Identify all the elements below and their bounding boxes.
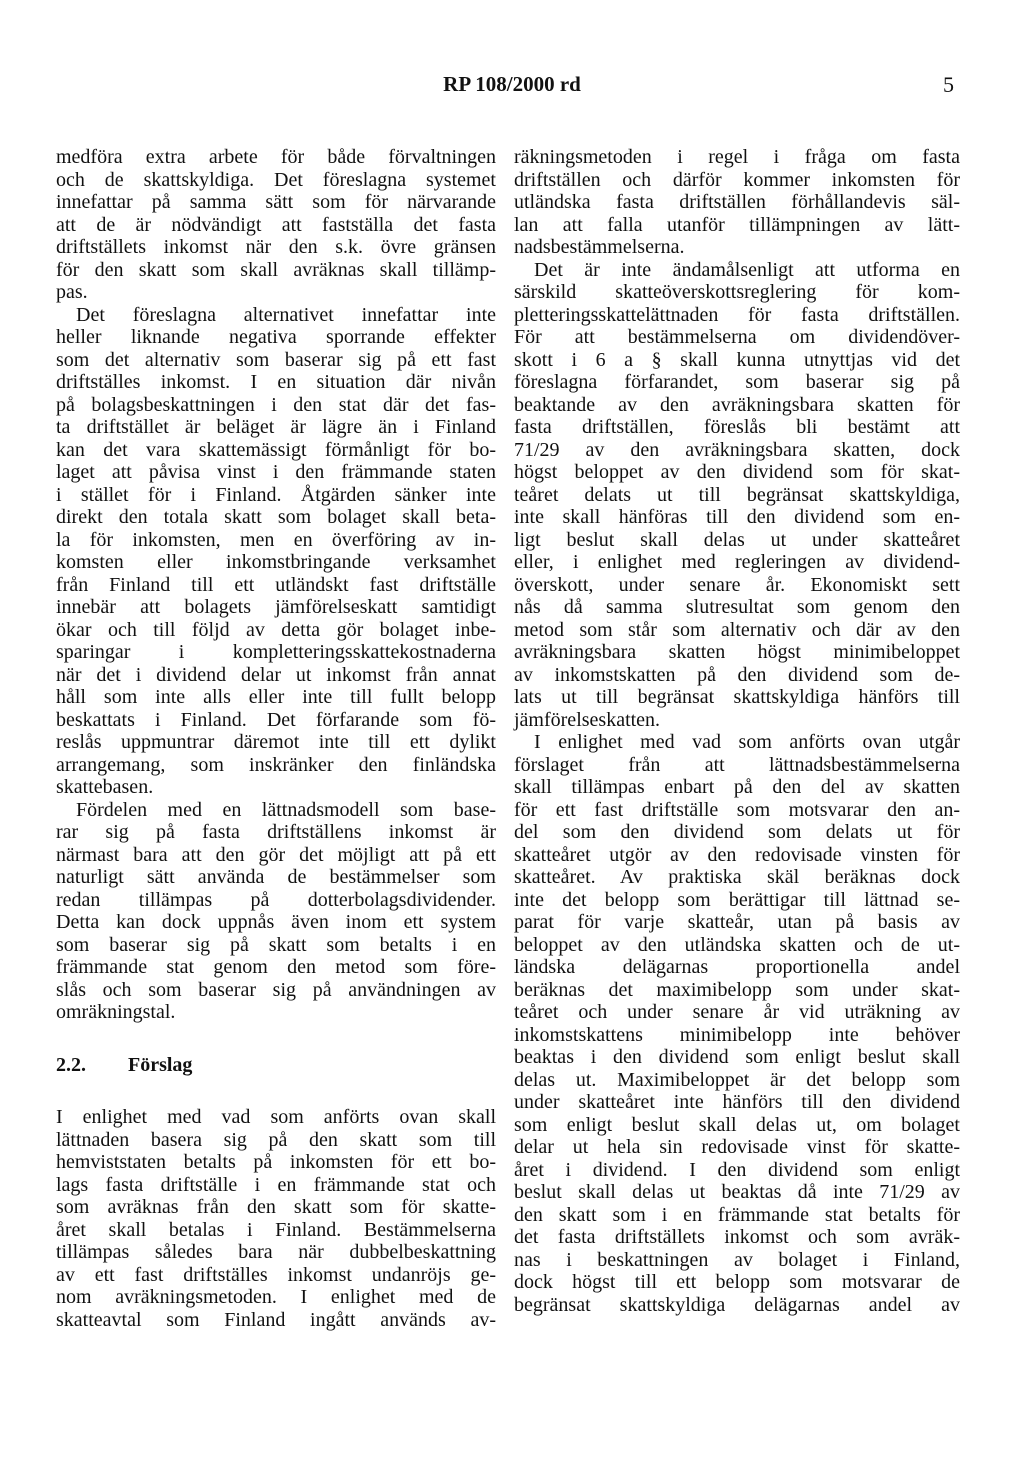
text-line: håll som inte alls eller inte till fullt belopp (56, 686, 496, 708)
text-line: lats ut till begränsat skattskyldiga hänförs till (514, 686, 960, 708)
text-line: högst beloppet av den dividend som för skat- (514, 461, 960, 483)
text-line: lags fasta driftställe i en främmande stat och (56, 1173, 496, 1196)
text-line: främmande stat genom den metod som före- (56, 956, 496, 978)
section-heading (56, 1054, 496, 1077)
text-line: av ett fast driftställes inkomst undanröjs ge- (56, 1263, 496, 1286)
text-line: föreslagna förfarandet, som baserar sig på (514, 371, 960, 393)
text-line: 71/29 av den avräkningsbara skatten, dock (514, 438, 960, 461)
text-line: för den skatt som skall avräknas skall tillämp- (56, 258, 496, 281)
text-line: räkningsmetoden i regel i fråga om fasta (514, 146, 960, 168)
section-number: 2.2. (56, 1053, 86, 1076)
paragraph (514, 731, 960, 1316)
text-line: den skatt som i en främmande stat betalts för (514, 1203, 960, 1226)
text-line: när det i dividend delar ut inkomst från annat (56, 663, 496, 686)
text-line: tillämpas således bara när dubbelbeskattning (56, 1241, 496, 1263)
text-line: begränsat skattskyldiga delägarnas andel av (514, 1293, 960, 1316)
text-line: ländska delägarnas proportionella andel (514, 956, 960, 978)
text-line: från Finland till ett utländskt fast driftställe (56, 573, 496, 596)
paragraph (514, 259, 960, 732)
text-line: året i dividend. I den dividend som enligt (514, 1158, 960, 1181)
text-line: driftställes inkomst. I en situation där nivån (56, 371, 496, 393)
text-line: Detta kan dock uppnås även inom ett system (56, 911, 496, 933)
text-line: ta driftstället är beläget är lägre än i Finland (56, 416, 496, 438)
text-line: medföra extra arbete för både förvaltningen (56, 146, 496, 168)
page-header (0, 72, 1024, 102)
text-line: inte skall hänföras till den dividend som en- (514, 506, 960, 528)
text-line: la för inkomsten, men en överföring av in- (56, 528, 496, 551)
spacer (56, 1024, 496, 1054)
text-line: pletteringsskattelättnaden för fasta driftställen. (514, 303, 960, 326)
text-line: komsten eller inkomstbringande verksamhet (56, 551, 496, 573)
spacer (56, 1076, 496, 1106)
text-line: kan det vara skattemässigt förmånligt för bo- (56, 438, 496, 461)
text-line: metod som står som alternativ och där av den (514, 618, 960, 641)
text-line: omräkningstal. (56, 1001, 176, 1023)
text-line: I enlighet med vad som anförts ovan skall (56, 1106, 496, 1128)
text-line: rar sig på fasta driftställens inkomst är (56, 821, 496, 843)
text-line: heller liknande negativa sporrande effekter (56, 326, 496, 348)
text-line: I enlighet med vad som anförts ovan utgår (534, 731, 960, 753)
text-line: som baserar sig på skatt som betalts i en (56, 933, 496, 956)
text-line: reslås uppmuntrar däremot inte till ett dylikt (56, 731, 496, 753)
text-line: Det föreslagna alternativet innefattar inte (76, 303, 496, 326)
text-line: under skatteåret inte hänförs till den dividend (514, 1091, 960, 1113)
text-line: som avräknas från den skatt som för skatte- (56, 1196, 496, 1218)
text-line: nom avräkningsmetoden. I enlighet med de (56, 1286, 496, 1308)
text-line: skatteavtal som Finland ingått används av- (56, 1308, 496, 1331)
text-line: driftställen och därför kommer inkomsten för (514, 168, 960, 191)
text-line: skall tillämpas enbart på den del av skatten (514, 776, 960, 798)
text-line: dock högst till ett belopp som motsvarar de (514, 1271, 960, 1293)
text-line: innefattar på samma sätt som för närvarande (56, 191, 496, 213)
text-line: förslaget från att lättnadsbestämmelserna (514, 753, 960, 776)
text-line: beräknas det maximibelopp som under skat- (514, 978, 960, 1001)
paragraph (514, 146, 960, 259)
text-line: som det alternativ som baserar sig på ett fast (56, 348, 496, 371)
text-line: pas. (56, 281, 88, 303)
page-number: 5 (943, 72, 954, 97)
text-line: för ett fast driftställe som motsvarar den an- (514, 798, 960, 821)
text-line: året skall betalas i Finland. Bestämmelserna (56, 1218, 496, 1241)
text-line: teåret och under senare år vid uträkning av (514, 1001, 960, 1023)
text-line: delar ut hela sin redovisade vinst för skatte- (514, 1136, 960, 1158)
right-column (514, 146, 960, 1316)
text-line: nås då samma slutresultat som genom den (514, 596, 960, 618)
text-line: i stället för i Finland. Åtgärden sänker inte (56, 483, 496, 506)
text-line: inkomstskattens minimibelopp inte behöver (514, 1023, 960, 1046)
text-line: skatteåret utgör av den redovisade vinsten för (514, 843, 960, 866)
text-line: beaktas i den dividend som enligt beslut skall (514, 1046, 960, 1068)
text-line: eller, i enlighet med regleringen av dividend- (514, 551, 960, 573)
text-line: ökar och till följd av detta gör bolaget inbe- (56, 618, 496, 641)
text-line: särskild skatteöverskottsreglering för kom- (514, 281, 960, 303)
text-line: inte det belopp som berättigar till lättnad se- (514, 888, 960, 911)
text-line: skattebasen. (56, 776, 154, 798)
text-line: sparingar i kompletteringsskattekostnaderna (56, 641, 496, 663)
text-line: del som den dividend som delats ut för (514, 821, 960, 843)
paragraph (56, 799, 496, 1024)
text-line: skott i 6 a § skall kunna utnyttjas vid det (514, 348, 960, 371)
text-line: och de skattskyldiga. Det föreslagna systemet (56, 168, 496, 191)
text-line: slås och som baserar sig på användningen av (56, 978, 496, 1001)
paragraph (56, 1106, 496, 1331)
text-line: ligt beslut skall delas ut under skatteåret (514, 528, 960, 551)
text-line: För att bestämmelserna om dividendöver- (514, 326, 960, 348)
paragraph (56, 304, 496, 799)
text-line: skatteåret. Av praktiska skäl beräknas dock (514, 866, 960, 888)
text-line: nadsbestämmelserna. (514, 236, 685, 258)
text-line: utländska fasta driftställen förhållandevis säl- (514, 191, 960, 213)
text-line: delas ut. Maximibeloppet är det belopp som (514, 1068, 960, 1091)
text-line: av inkomstskatten på den dividend som de- (514, 663, 960, 686)
text-line: jämförelseskatten. (514, 708, 661, 731)
paragraph (56, 146, 496, 304)
text-line: laget att påvisa vinst i den främmande staten (56, 461, 496, 483)
text-line: beskattats i Finland. Det förfarande som fö- (56, 708, 496, 731)
page-title: RP 108/2000 rd (443, 72, 581, 96)
text-line: beslut skall delas ut beaktas då inte 71/29 av (514, 1181, 960, 1203)
text-line: närmast bara att den gör det möjligt att på ett (56, 843, 496, 866)
section-title: Förslag (128, 1053, 193, 1076)
text-line: avräkningsbara skatten högst minimibeloppet (514, 641, 960, 663)
text-line: Det är inte ändamålsenligt att utforma en (534, 258, 960, 281)
text-line: Fördelen med en lättnadsmodell som base- (76, 798, 496, 821)
text-line: teåret delats ut till begränsat skattskyldiga, (514, 483, 960, 506)
text-line: att de är nödvändigt att fastställa det fasta (56, 213, 496, 236)
text-line: som enligt beslut skall delas ut, om bolaget (514, 1113, 960, 1136)
text-line: beaktande av den avräkningsbara skatten för (514, 393, 960, 416)
text-line: lättnaden basera sig på den skatt som till (56, 1128, 496, 1151)
text-line: hemviststaten betalts på inkomsten för ett bo- (56, 1151, 496, 1173)
text-line: fasta driftställen, föreslås bli bestämt att (514, 416, 960, 438)
text-line: parat för varje skatteår, utan på basis av (514, 911, 960, 933)
text-line: driftställets inkomst när den s.k. övre gränsen (56, 236, 496, 258)
text-line: beloppet av den utländska skatten och de ut- (514, 933, 960, 956)
text-line: innebär att bolagets jämförelseskatt samtidigt (56, 596, 496, 618)
text-line: lan att falla utanför tillämpningen av lätt- (514, 213, 960, 236)
text-line: arrangemang, som inskränker den finländska (56, 753, 496, 776)
text-line: nas i beskattningen av bolaget i Finland, (514, 1248, 960, 1271)
left-column (56, 146, 496, 1331)
text-line: redan tillämpas på dotterbolagsdividender. (56, 888, 496, 911)
text-line: naturligt sätt använda de bestämmelser som (56, 866, 496, 888)
text-line: det fasta driftställets inkomst och som avräk- (514, 1226, 960, 1248)
text-line: överskott, under senare år. Ekonomiskt sett (514, 573, 960, 596)
text-line: direkt den totala skatt som bolaget skall beta- (56, 506, 496, 528)
text-line: på bolagsbeskattningen i den stat där det fas- (56, 393, 496, 416)
